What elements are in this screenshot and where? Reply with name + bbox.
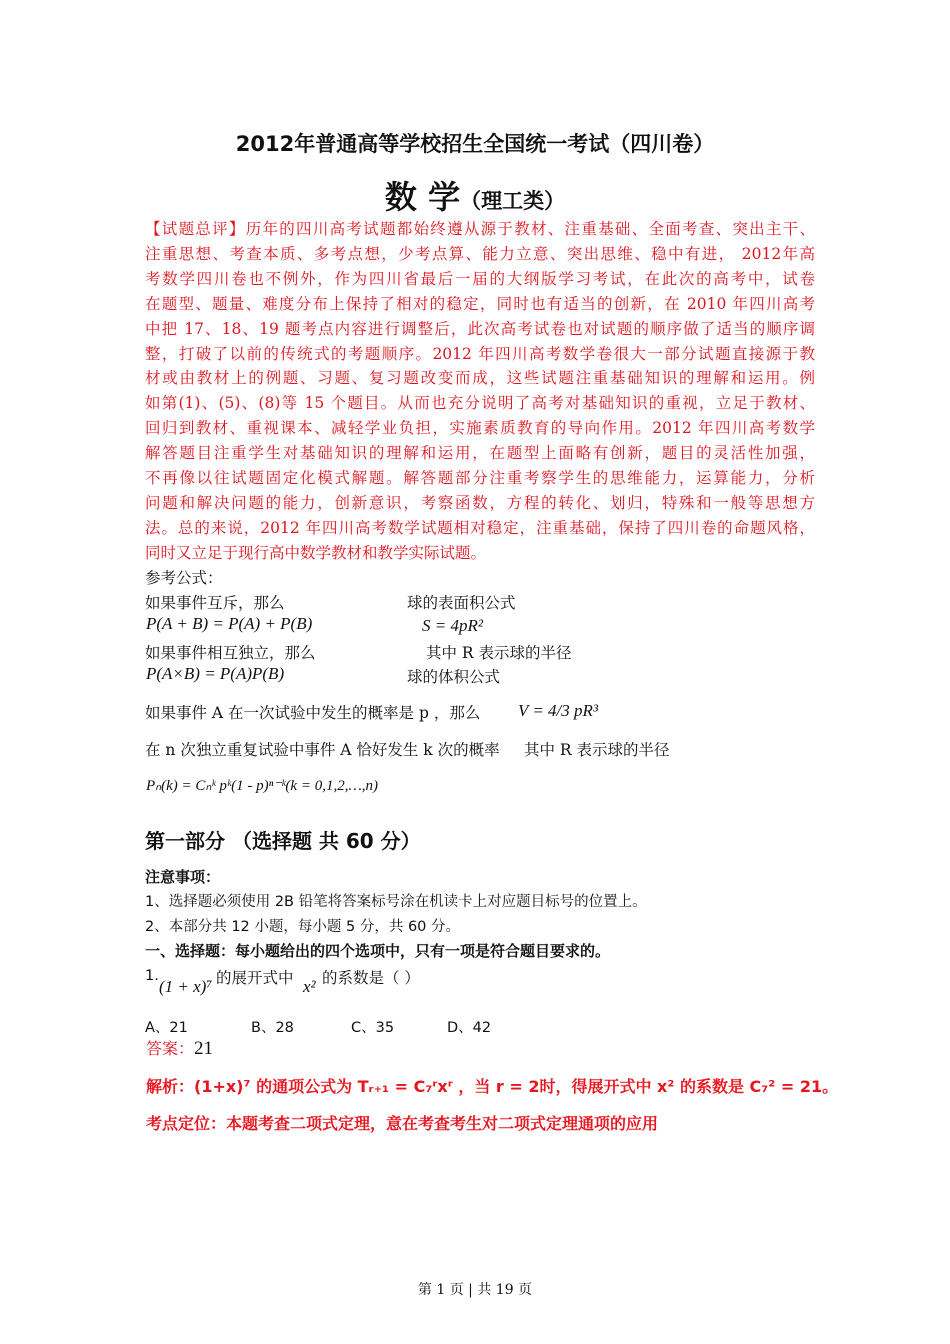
exam-title: 2012年普通高等学校招生全国统一考试（四川卷） (235, 132, 715, 156)
summary-line: 回归到教材、重视课本、减轻学业负担，实施素质教育的导向作用。2012 年四川高考数学 (145, 419, 815, 438)
notice-heading: 注意事项： (145, 868, 221, 886)
summary-line: 考数学四川卷也不例外，作为四川省最后一届的大纲版学习考试，在此次的高考中，试卷 (145, 269, 815, 288)
option-d: D、42 (447, 1020, 492, 1036)
question-expr: (1 + x)⁷ (159, 977, 213, 996)
summary-line: 在题型、题量、难度分布上保持了相对的稳定，同时也有适当的创新，在 2010 年四川高考 (145, 294, 815, 313)
subject-title (0, 172, 950, 218)
summary-line: 注重思想、考查本质、多考点想，少考点算、能力立意、突出思维、稳中有进， 2012年高 (145, 244, 815, 263)
summary-line: 【试题总评】历年的四川高考试题都始终遵从源于教材、注重基础、全面考查、突出主干、 (145, 220, 815, 238)
answer (146, 1036, 213, 1060)
summary-line: 中把 17、18、19 题考点内容进行调整后，此次高考试卷也对试题的顺序做了适当的顺序调 (145, 319, 815, 338)
summary-line: 整，打破了以前的传统式的考题顺序。2012 年四川高考数学卷很大一部分试题直接源于教 (145, 344, 815, 363)
option-c: C、35 (351, 1020, 395, 1036)
question-term: x² (303, 977, 316, 996)
question-number: 1. (145, 968, 159, 984)
mutex-formula: P(A + B) = P(A) + P(B) (146, 614, 313, 633)
exam-summary (145, 217, 815, 566)
exam-point: 考点定位：本题考查二项式定理，意在考查考生对二项式定理通项的应用 (146, 1114, 659, 1133)
prob-label: 如果事件 A 在一次试验中发生的概率是 p ，那么 (145, 704, 481, 722)
page-footer: 第 1 页 | 共 19 页 (417, 1282, 533, 1298)
part1-heading: 第一部分 （选择题 共 60 分） (145, 829, 421, 853)
mutex-label: 如果事件互斥，那么 (145, 594, 285, 612)
summary-line: 同时又立足于现行高中数学教材和教学实际试题。 (145, 543, 487, 562)
summary-line: 问题和解决问题的能力，创新意识，考察函数，方程的转化、划归，特殊和一般等思想方 (145, 493, 815, 512)
radius-note-1: 其中 R 表示球的半径 (426, 644, 572, 662)
formula-heading: 参考公式： (145, 569, 223, 587)
subject-note: （理工类） (460, 188, 566, 213)
question-text-a: 的展开式中 (216, 969, 294, 987)
option-b: B、28 (251, 1020, 294, 1036)
analysis: 解析：(1+x)⁷ 的通项公式为 Tᵣ₊₁ = C₇ʳxʳ ，当 r = 2时，得展开式中 x² 的系数是 C₇² = 21。 (146, 1077, 839, 1096)
section-heading: 一、选择题：每小题给出的四个选项中，只有一项是符合题目要求的。 (145, 942, 611, 960)
question-text-b: 的系数是（ ） (322, 969, 420, 987)
notice-2: 2、本部分共 12 小题，每小题 5 分，共 60 分。 (145, 919, 461, 935)
notice-1: 1、选择题必须使用 2B 铅笔将答案标号涂在机读卡上对应题目标号的位置上。 (145, 894, 647, 910)
summary-line: 解答题目注重学生对基础知识的理解和运用，在题型上面略有创新，题目的灵活性加强， (145, 444, 815, 463)
option-a: A、21 (145, 1020, 188, 1036)
summary-line: 法。总的来说，2012 年四川高考数学试题相对稳定，注重基础，保持了四川卷的命题风格， (145, 518, 815, 537)
radius-note-2: 其中 R 表示球的半径 (524, 741, 670, 759)
sphere-volume-label: 球的体积公式 (407, 668, 501, 686)
bernoulli-label: 在 n 次独立重复试验中事件 A 恰好发生 k 次的概率 (145, 741, 500, 759)
summary-line: 材或由教材上的例题、习题、复习题改变而成，这些试题注重基础知识的理解和运用。例 (145, 369, 815, 388)
answer-value: 21 (194, 1038, 214, 1059)
sphere-area-label: 球的表面积公式 (407, 594, 516, 612)
summary-line: 不再像以往试题固定化模式解题。解答题部分注重考察学生的思维能力，运算能力，分析 (145, 469, 815, 488)
bernoulli-formula: Pₙ(k) = Cₙᵏ pᵏ(1 - p)ⁿ⁻ᵏ(k = 0,1,2,…,n) (146, 778, 379, 794)
indep-label: 如果事件相互独立，那么 (145, 644, 316, 662)
volume-formula: V = 4/3 pR³ (518, 701, 599, 720)
sphere-area-formula: S = 4pR² (422, 616, 483, 635)
indep-formula: P(A×B) = P(A)P(B) (146, 664, 285, 683)
subject-name: 数 学 (384, 178, 461, 216)
answer-label: 答案： (146, 1039, 195, 1058)
summary-line: 如第(1)、(5)、(8)等 15 个题目。从而也充分说明了高考对基础知识的重视，立足于教材、 (145, 394, 815, 413)
